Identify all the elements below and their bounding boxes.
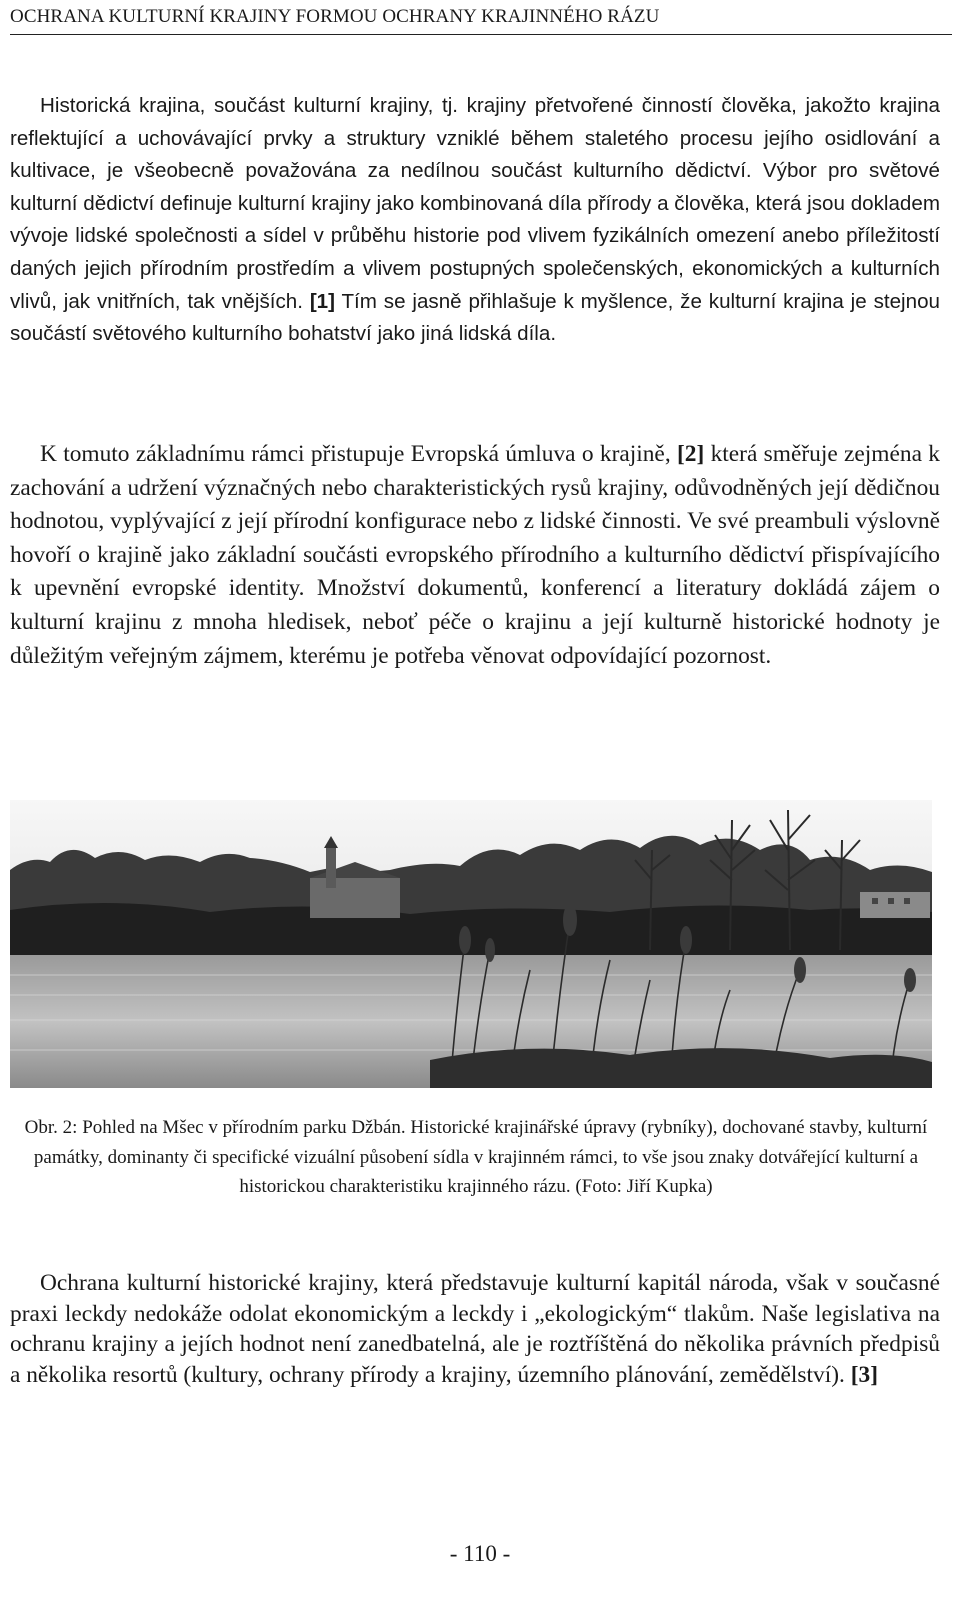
paragraph-3-text-a: Ochrana kulturní historické krajiny, která představuje kulturní kapitál národa, však v současné praxi leckdy nedokáže odolat ekonomickým a leckdy i „ekologickým“ tlakům. Naše legislativa na ochranu krajiny a jejích hodnot není zanedbatelná, ale je roztříštěná do několika právních předpisů a několika resortů (kultury, ochrany přírody a krajiny, územního plánování, zemědělství).	[10, 1270, 940, 1388]
paragraph-2	[10, 438, 940, 673]
paragraph-1	[10, 90, 940, 351]
paragraph-2-text-b: která směřuje zejména k zachování a udržení význačných nebo charakteristických rysů krajiny, odůvodněných její dědičnou hodnotou, vyplývající z její přírodní konfigurace nebo z lidské činnosti. Ve své preambuli výslovně hovoří o krajině jako základní součásti evropského přírodního a kulturního dědictví přispívajícího k upevnění evropské identity. Množství dokumentů, konferencí a literatury dokládá zájem o kulturní krajinu z mnoha hledisek, neboť péče o krajinu a její kulturně historické hodnoty je důležitým veřejným zájmem, kterému je potřeba věnovat odpovídající pozornost.	[10, 441, 940, 669]
paragraph-3	[10, 1268, 940, 1390]
landscape-photo-drawing	[10, 800, 932, 1088]
citation-ref-2: [2]	[677, 441, 705, 467]
paragraph-1-text-a: Historická krajina, součást kulturní krajiny, tj. krajiny přetvořené činností člověka, jakožto krajina reflektující a uchovávající prvky a struktury vzniklé během staletého procesu jejího osidlování a kultivace, je všeobecně považována za nedílnou součást kulturního dědictví. Výbor pro světové kulturní dědictví definuje kulturní krajiny jako kombinovaná díla přírody a člověka, která jsou dokladem vývoje lidské společnosti a sídel v průběhu historie pod vlivem fyzikálních omezení anebo příležitostí daných jejich přírodním prostředím a vlivem postupných společenských, ekonomických a kulturních vlivů, jak vnitřních, tak vnějších.	[10, 94, 940, 313]
citation-ref-1: [1]	[309, 289, 335, 313]
figure-caption: Obr. 2: Pohled na Mšec v přírodním parku Džbán. Historické krajinářské úpravy (rybníky), dochované stavby, kulturní památky, dominanty či specifické vizuální působení sídla v krajinném rámci, to vše jsou znaky dotvářející kulturní a historickou charakteristiku krajinného rázu. (Foto: Jiří Kupka)	[24, 1117, 928, 1197]
landscape-photo	[10, 800, 932, 1088]
paragraph-2-text-a: K tomuto základnímu rámci přistupuje Evropská úmluva o krajině,	[40, 441, 671, 467]
citation-ref-3: [3]	[850, 1361, 879, 1388]
page-number: - 110 -	[449, 1541, 511, 1566]
paragraph-1-text-b: Tím se jasně přihlašuje k myšlence, že kulturní krajina je stejnou součástí světového kulturního bohatství jako jiná lidská díla.	[10, 289, 940, 346]
running-header: OCHRANA KULTURNÍ KRAJINY FORMOU OCHRANY KRAJINNÉHO RÁZU	[10, 6, 952, 35]
